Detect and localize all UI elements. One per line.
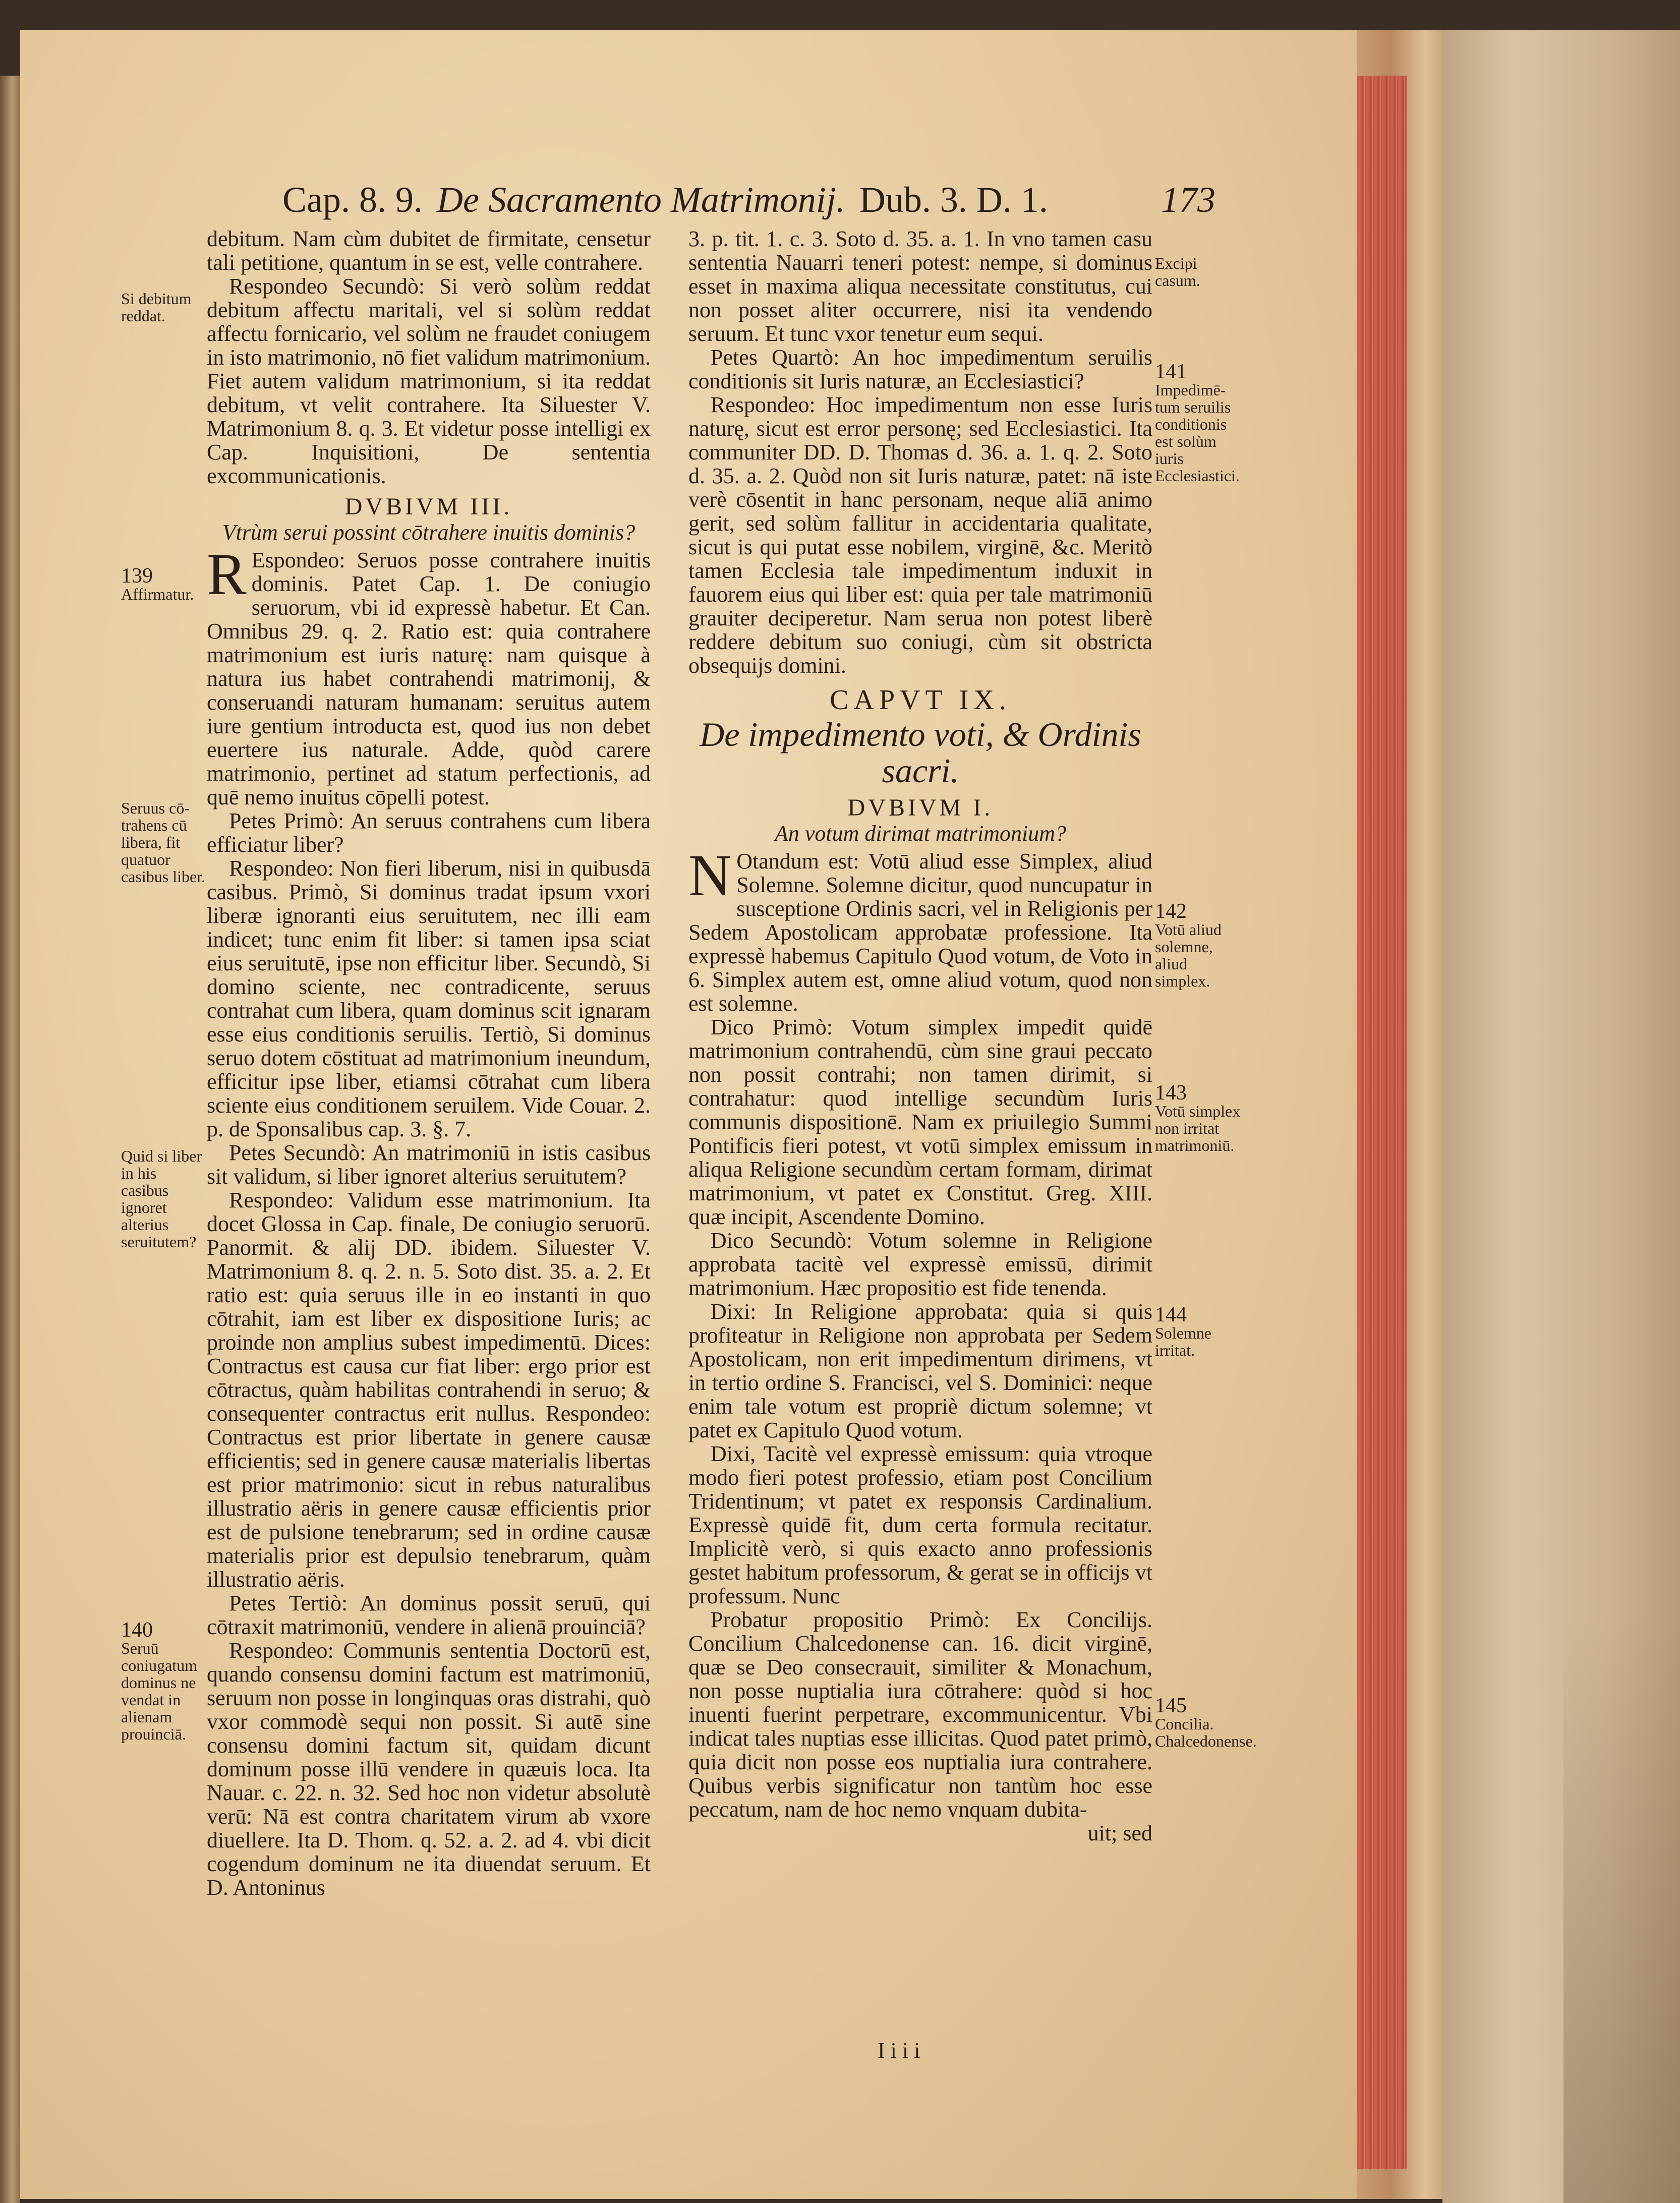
caput-title: De impedimento voti, & Ordinis sacri. xyxy=(700,715,1141,790)
margin-note-left-5: 140 Seruū coniugatum dominus ne vendat in alienam prouinciā. xyxy=(121,1618,198,1743)
left-para-5: Respondeo: Non fieri liberum, nisi in quibusdā casibus. Primò, Si dominus tradat ipsum vxori liberæ ignoranti eius seruitutem, nec illi eam indicet; tunc enim fit liber: si tamen ipsa sciat eius seruitutē, ipse non efficitur liber. Secundò, Si domino sciente, nec contradicente, seruus contrahat cum libera, quam dominus scit ignaram esse eius conditionis seruilis. Tertiò, Si dominus seruo dotem cōstituat ad matrimonium ineundum, efficitur ipse liber, etiamsi cōtrahat cum libera sciente eius conditionem seruilem. Vide Couar. 2. p. de Sponsalibus cap. 3. §. 7. xyxy=(207,856,651,1141)
running-head xyxy=(282,179,1215,224)
page-number: 173 xyxy=(1161,180,1215,220)
running-head-chapter: Cap. 8. 9. xyxy=(282,180,423,220)
right-para-1: 3. p. tit. 1. c. 3. Soto d. 35. a. 1. In vno tamen casu sententia Nauarri teneri potest: nempe, si dominus esset in maxima aliqua necessitate constitutus, cui non posset aliter occurrere, nisi ita vendendo seruum. Et tunc vxor tenetur eum sequi. xyxy=(688,226,1152,346)
red-page-edges xyxy=(1357,76,1407,2169)
left-para-3: R Espondeo: Seruos posse contrahere inuitis dominis. Patet Cap. 1. De coniugio seruorum, vbi id expressè habetur. Et Can. Omnibus 29. q. 2. Ratio est: quia contrahere matrimonium est iuris naturę: nam quisque à natura ius habet contrahendi matrimonij, & conseruandi naturam humanam: seruitus autem iure gentium introducta est, quod ius non debet euertere ius naturale. Adde, quòd carere matrimonio, pertinet ad statum perfectionis, ad quē nemo inuitus cōpelli potest. xyxy=(207,541,651,809)
margin-note-right-2: 141 Impedimē-tum seruilis conditionis est solùm iuris Ecclesiastici. xyxy=(1155,360,1240,485)
left-dubium-heading: DVBIVM III. xyxy=(344,493,513,520)
margin-note-left-2: 139 Affirmatur. xyxy=(121,564,194,603)
left-para-2: Respondeo Secundò: Si verò solùm reddat debitum affectu maritali, vel si solùm reddat affectu fornicario, vel solùm ne fraudet coniugem in isto matrimonio, nō fiet validum matrimonium. Fiet autem validum matrimonium, si ita reddat debitum, vt velit contrahere. Ita Siluester V. Matrimonium 8. q. 3. Et videtur posse intelligi ex Cap. Inquisitioni, De sententia excommunicationis. xyxy=(207,274,651,488)
margin-note-left-4: Quid si liber in his casibus ignoret alterius seruitutem? xyxy=(121,1147,202,1251)
running-head-dubium: Dub. 3. D. 1. xyxy=(859,180,1048,220)
right-para-9: Probatur propositio Primò: Ex Concilijs. Concilium Chalcedonense can. 16. dicit virginē, quæ se Deo consecrauit, similiter & Monachum, non posse nuptialia iura cōtrahere: quòd si hoc inuenti fuerint perpetrare, excommunicentur. Vbi indicat tales nuptias esse illicitas. Quod patet primò, quia dicit non posse eos nuptialia iura contrahere. Quibus verbis significatur non tantùm hoc esse peccatum, nam de hoc nemo vnquam dubita- xyxy=(688,1607,1152,1822)
right-para-7: Dixi: In Religione approbata: quia si quis profiteatur in Religione non approbata per Sedem Apostolicam, non erit impedimentum dirimens, vt in tertio ordine S. Francisci, vel S. Dominici: neque enim tale votum est propriè dictum solemne; vt patet ex Capitulo Quod votum. xyxy=(688,1299,1152,1442)
left-para-7: Respondeo: Validum esse matrimonium. Ita docet Glossa in Cap. finale, De coniugio seruorū. Panormit. & alij DD. ibidem. Siluester V. Matrimonium 8. q. 2. n. 5. Soto dist. 35. a. 2. Et ratio est: quia seruus ille in eo instanti in quo cōtrahit, iam est liber ex dispositione Iuris; ac proinde non amplius subest impedimentū. Dices: Contractus est causa cur fiat liber: ergo prior est cōtractus, quàm habilitas contrahendi in seruo; & consequenter contractus erit nullus. Respondeo: Contractus est prior libertate in genere causæ efficientis; sed in genere causæ materialis libertas est prior matrimonio: sicut in rebus naturalibus illustratio aëris in genere causæ efficientis prior est de pulsione tenebrarum; sed in ordine causæ materialis prior est depulsio tenebrarum, quàm illustratio aëris. xyxy=(207,1188,651,1592)
catchword: uit; sed xyxy=(1087,1821,1152,1845)
left-dubium-question: Vtrùm serui possint cōtrahere inuitis dominis? xyxy=(222,520,635,545)
left-para-4: Petes Primò: An seruus contrahens cum libera efficiatur liber? xyxy=(207,808,651,857)
margin-note-left-3: Seruus cō-trahens cū libera, fit quatuor casibus liber. xyxy=(121,799,206,886)
margin-note-right-1: Excipi casum. xyxy=(1155,254,1200,289)
right-column xyxy=(688,227,1152,2022)
margin-note-right-3: 142 Votū aliud solemne, aliud simplex. xyxy=(1155,900,1222,990)
left-para-6: Petes Secundò: An matrimoniū in istis casibus sit validum, si liber ignoret alterius seruitutem? xyxy=(207,1140,651,1189)
signature-mark: I i i i xyxy=(878,2038,920,2063)
caput-heading: CAPVT IX. xyxy=(830,684,1011,716)
right-para-5: Dico Primò: Votum simplex impedit quidē matrimonium contrahendū, cùm sine graui peccato non possit contrahi; non tamen dirimit, si contrahatur: quod intellige secundùm Iuris communis dispositionē. Nam ex priuilegio Summi Pontificis fieri potest, vt votū simplex emissum in aliqua Religione secundùm certam formam, dirimat matrimonium, vt patet ex Constitut. Greg. XIII. quæ incipit, Ascendente Domino. xyxy=(688,1015,1152,1229)
facing-page-edge xyxy=(0,76,20,2203)
right-para-6: Dico Secundò: Votum solemne in Religione approbata tacitè vel expressè emissū, dirimit matrimonium. Hæc propositio est fide tenenda. xyxy=(688,1228,1152,1300)
left-para-8: Petes Tertiò: An dominus possit seruū, qui cōtraxit matrimoniū, vendere in alienā prouinciā? xyxy=(207,1591,651,1639)
margin-note-right-4: 143 Votū simplex non irritat matrimoniū. xyxy=(1155,1081,1241,1154)
margin-note-right-6: 145 Concilia. Chalcedonense. xyxy=(1155,1694,1257,1750)
right-para-4: N Otandum est: Votū aliud esse Simplex, aliud Solemne. Solemne dicitur, quod nuncupatur in susceptione Ordinis sacri, vel in Religionis per Sedem Apostolicam approbatæ professione. Ita expressè habemus Capitulo Quod votum, de Voto in 6. Simplex autem est, omne aliud votum, quod non est solemne. xyxy=(688,842,1152,1016)
right-para-8: Dixi, Tacitè vel expressè emissum: quia vtroque modo fieri potest professio, etiam post Concilium Tridentinum; vt patet ex responsis Cardinalium. Expressè quidē fit, dum certa formula recitatur. Implicitè verò, si quis exacto anno professionis gestet habitum professorum, & gerat se in officijs vt professum. Nunc xyxy=(688,1441,1152,1608)
right-dubium-heading: DVBIVM I. xyxy=(847,794,994,821)
left-para-9: Respondeo: Communis sententia Doctorū est, quando consensu domini factum est matrimoniū, seruum non posse in longinquas oras distrahi, quò vxor commodè sequi non possit. Si autē sine consensu domini factum sit, quidam dicunt dominum posse illū vendere in quæuis loca. Ita Nauar. c. 22. n. 32. Sed hoc non videtur absolutè verū: Nā est contra charitatem virum ab vxore diuellere. Ita D. Thom. q. 52. a. 2. ad 4. vbi dicit cogendum dominum ne ita diuendat seruum. Et D. Antoninus xyxy=(207,1638,651,1900)
margin-note-right-5: 144 Solemne irritat. xyxy=(1155,1303,1211,1359)
left-column xyxy=(207,227,651,1992)
left-para-1: debitum. Nam cùm dubitet de firmitate, censetur tali petitione, quantum in se est, velle contrahere. xyxy=(207,226,651,275)
drop-cap-r: R xyxy=(207,541,247,607)
drop-cap-n: N xyxy=(688,842,732,908)
margin-note-left-1: Si debitum reddat. xyxy=(121,289,192,325)
right-para-3: Respondeo: Hoc impedimentum non esse Iuris naturę, sicut est error personę; sed Ecclesiastici. Ita communiter DD. D. Thomas d. 36. a. 1. q. 2. Soto d. 35. a. 2. Quòd non sit Iuris naturæ, patet: nā iste verè cōsentit in hanc personam, neque aliā animo gerit, sed solùm fallitur in accidentaria qualitate, sicut is qui putat esse nobilem, virginē, &c. Meritò tamen Ecclesia tale impedimentum induxit in fauorem eius qui liber est: quia per tale matrimoniū grauiter deciperetur. Nam serua non potest liberè reddere debitum suo coniugi, cùm sit obstricta obsequijs domini. xyxy=(688,392,1152,678)
right-para-2: Petes Quartò: An hoc impedimentum seruilis conditionis sit Iuris naturæ, an Ecclesiastici? xyxy=(688,345,1152,393)
board-shadow xyxy=(1563,1614,1680,2203)
right-dubium-question: An votum dirimat matrimonium? xyxy=(774,821,1067,846)
running-head-title: De Sacramento Matrimonij. xyxy=(436,180,845,220)
